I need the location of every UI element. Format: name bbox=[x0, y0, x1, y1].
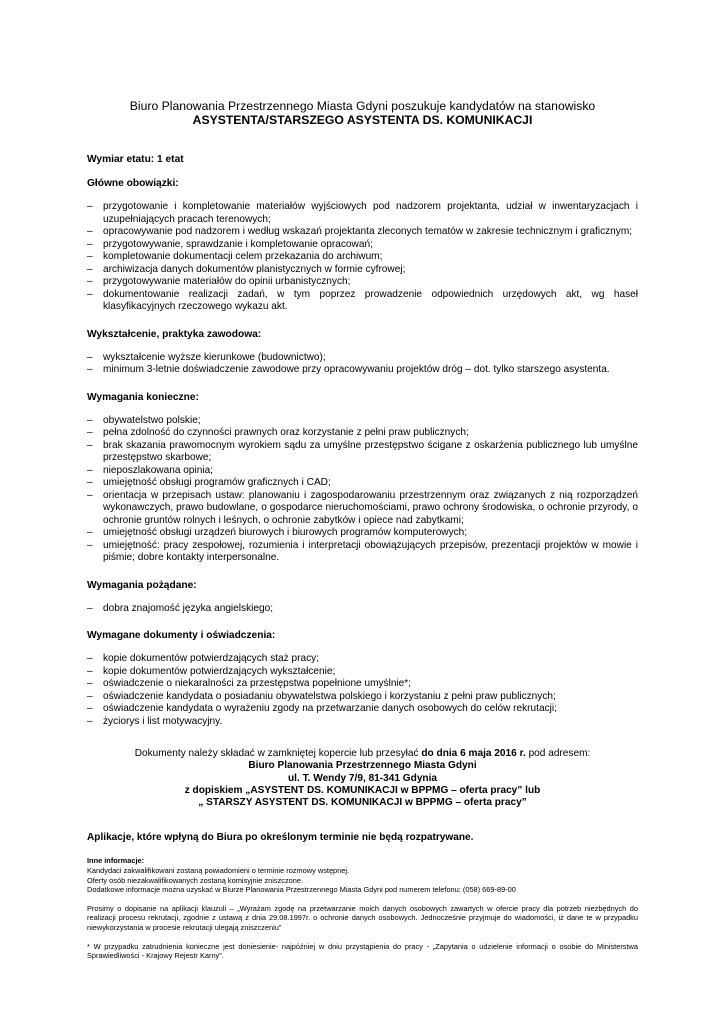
list-item-text: oświadczenie o niekaralności za przestępstwa popełnione umyślnie*; bbox=[103, 678, 412, 689]
list-item bbox=[87, 201, 638, 226]
dash-bullet: – bbox=[87, 678, 93, 689]
other-info bbox=[87, 856, 638, 960]
list-item bbox=[87, 477, 638, 490]
list-item bbox=[87, 716, 638, 729]
list-item bbox=[87, 239, 638, 252]
list-item-text: przygotowywanie materiałów do opinii urbanistycznych; bbox=[103, 276, 351, 287]
dash-bullet: – bbox=[87, 238, 93, 250]
dash-bullet: – bbox=[87, 665, 93, 677]
list-item-text: pełna zdolność do czynności prawnych oraz korzystanie z pełni praw publicznych; bbox=[103, 427, 469, 438]
list-item-text: umiejętność: pracy zespołowej, rozumienia i interpretacji obowiązujących przepisów, prezentacji projektów w mowie i piśmie; dobre kontakty interpersonalne. bbox=[103, 539, 638, 563]
list-item bbox=[87, 666, 638, 679]
final-notice: Aplikacje, które wpłyną do Biura po określonym terminie nie będą rozpatrywane. bbox=[87, 832, 474, 844]
submission-org: Biuro Planowania Przestrzennego Miasta Gdyni bbox=[248, 760, 477, 772]
list-item-text: obywatelstwo polskie; bbox=[103, 414, 201, 426]
submission-note1: z dopiskiem „ASYSTENT DS. KOMUNIKACJI w BPPMG – oferta pracy” lub bbox=[184, 784, 541, 796]
submission-intro-text: Dokumenty należy składać w zamkniętej kopercie lub przesyłać bbox=[134, 748, 419, 759]
list-item-text: oświadczenie kandydata o wyrażeniu zgody na przetwarzanie danych osobowych do celów rekrutacji; bbox=[103, 703, 557, 714]
list-item-text: kompletowanie dokumentacji celem przekazania do archiwum; bbox=[103, 251, 383, 262]
section-title: Wymagane dokumenty i oświadczenia: bbox=[87, 630, 276, 641]
other-info-title: Inne informacje: bbox=[87, 856, 145, 866]
list-item bbox=[87, 490, 638, 528]
dash-bullet: – bbox=[87, 439, 93, 451]
list-item-text: oświadczenie kandydata o posiadaniu obywatelstwa polskiego i korzystaniu z pełni praw publicznych; bbox=[103, 690, 556, 702]
list-item-text: umiejętność obsługi programów graficznych i CAD; bbox=[103, 477, 331, 488]
list-item bbox=[87, 251, 638, 264]
other-info-line: Oferty osób niezakwalifikowanych zostaną komisyjnie zniszczone. bbox=[87, 875, 304, 885]
section-title: Wymagania pożądane: bbox=[87, 579, 197, 591]
list-item-text: orientacja w przepisach ustaw: planowaniu i zagospodarowaniu przestrzennym oraz związanych z nią rozporządzeń wykonawczych, prawo budowlane, o gospodarce nieruchomościami, prawo ochrony środowiska, o ochronie przyrody, o ochronie gruntów rolnych i leśnych, o ochronie zabytków i opiece nad zabytkami; bbox=[103, 489, 638, 526]
dash-bullet: – bbox=[87, 489, 93, 501]
list-item-text: minimum 3-letnie doświadczenie zawodowe przy opracowywaniu projektów dróg – dot. tylko starszego asystenta. bbox=[103, 364, 610, 375]
list-item-text: przygotowanie i kompletowanie materiałów wyjściowych pod nadzorem projektanta, udział w inwentaryzacjach i uzupełniających pracach terenowych; bbox=[103, 201, 638, 225]
section-title: Główne obowiązki: bbox=[87, 178, 179, 189]
list-item bbox=[87, 415, 638, 428]
dash-bullet: – bbox=[87, 351, 93, 363]
list-item-text: przygotowywanie, sprawdzanie i kompletowanie opracowań; bbox=[103, 238, 373, 250]
list-item-text: kopie dokumentów potwierdzających wykształcenie; bbox=[103, 665, 336, 677]
dash-bullet: – bbox=[87, 527, 93, 538]
dash-bullet: – bbox=[87, 477, 93, 488]
dash-bullet: – bbox=[87, 703, 93, 714]
dash-bullet: – bbox=[87, 276, 93, 287]
list-item bbox=[87, 440, 638, 465]
wymiar-etatu: Wymiar etatu: 1 etat bbox=[87, 154, 184, 165]
section-title: Wykształcenie, praktyka zawodowa: bbox=[87, 328, 262, 340]
list-item bbox=[87, 540, 638, 565]
list-item bbox=[87, 527, 638, 540]
dash-bullet: – bbox=[87, 602, 93, 614]
dash-bullet: – bbox=[87, 715, 93, 727]
dash-bullet: – bbox=[87, 690, 93, 702]
list-item-text: opracowywanie pod nadzorem i według wskazań projektanta zleconych tematów w zakresie technicznym i graficznym; bbox=[103, 226, 633, 237]
consent-clause: Prosimy o dopisanie na aplikacji klauzuli – „Wyrażam zgodę na przetwarzanie moich danych osobowych zawartych w ofercie pracy dla potrzeb niezbędnych do realizacji procesu rekrutacji, zgodnie z ustawą z dnia 29.08.1997r. o ochronie danych osobowych. Jednocześnie przyjmuje do wiadomości, iż dane te w przypadku niewykorzystania w procesie rekrutacji ulegają zniszczeniu” bbox=[87, 903, 638, 933]
list-item bbox=[87, 264, 638, 277]
list-item bbox=[87, 226, 638, 239]
dash-bullet: – bbox=[87, 414, 93, 426]
submission-deadline: do dnia 6 maja 2016 r. bbox=[421, 748, 526, 759]
list-item bbox=[87, 364, 638, 377]
section-list bbox=[87, 653, 638, 728]
list-item-text: dokumentowanie realizacji zadań, w tym poprzez prowadzenie odpowiednich urzędowych akt, wg haseł klasyfikacyjnych rzeczowego wykazu akt. bbox=[103, 288, 638, 312]
list-item-text: archiwizacja danych dokumentów planistycznych w formie cyfrowej; bbox=[103, 263, 406, 275]
list-item-text: umiejętność obsługi urządzeń biurowych i biurowych programów komputerowych; bbox=[103, 527, 468, 538]
list-item-text: wykształcenie wyższe kierunkowe (budownictwo); bbox=[103, 351, 326, 363]
list-item bbox=[87, 691, 638, 704]
submission-note2: „ STARSZY ASYSTENT DS. KOMUNIKACJI w BPPMG – oferta pracy” bbox=[198, 797, 527, 809]
list-item bbox=[87, 703, 638, 716]
submission-intro-end: pod adresem: bbox=[528, 748, 591, 759]
list-item-text: życiorys i list motywacyjny. bbox=[103, 715, 223, 727]
dash-bullet: – bbox=[87, 464, 93, 476]
dash-bullet: – bbox=[87, 539, 93, 551]
section-list bbox=[87, 352, 638, 377]
section-list bbox=[87, 603, 638, 616]
list-item bbox=[87, 465, 638, 478]
dash-bullet: – bbox=[87, 201, 93, 212]
list-item-text: nieposzlakowana opinia; bbox=[103, 464, 213, 476]
list-item bbox=[87, 427, 638, 440]
submission-address: ul. T. Wendy 7/9, 81-341 Gdynia bbox=[287, 772, 438, 784]
sections-container bbox=[87, 177, 638, 728]
position-title: ASYSTENTA/STARSZEGO ASYSTENTA DS. KOMUNIKACJI bbox=[192, 113, 533, 127]
list-item-text: dobra znajomość języka angielskiego; bbox=[103, 602, 274, 614]
dash-bullet: – bbox=[87, 251, 93, 262]
dash-bullet: – bbox=[87, 263, 93, 275]
header-line1: Biuro Planowania Przestrzennego Miasta Gdyni poszukuje kandydatów na stanowisko bbox=[129, 99, 596, 113]
other-info-line: Kandydaci zakwalifikowani zostaną powiadomieni o terminie rozmowy wstępnej. bbox=[87, 866, 350, 876]
list-item bbox=[87, 603, 638, 616]
dash-bullet: – bbox=[87, 364, 93, 375]
submission-block bbox=[87, 748, 638, 809]
list-item bbox=[87, 352, 638, 365]
dash-bullet: – bbox=[87, 427, 93, 438]
dash-bullet: – bbox=[87, 653, 93, 664]
section-list bbox=[87, 201, 638, 314]
dash-bullet: – bbox=[87, 226, 93, 237]
list-item bbox=[87, 289, 638, 314]
submission-intro bbox=[87, 748, 638, 760]
section-list bbox=[87, 415, 638, 565]
section-title: Wymagania konieczne: bbox=[87, 391, 199, 403]
list-item bbox=[87, 678, 638, 691]
list-item-text: kopie dokumentów potwierdzających staż pracy; bbox=[103, 653, 320, 664]
list-item bbox=[87, 653, 638, 666]
list-item bbox=[87, 276, 638, 289]
list-item-text: brak skazania prawomocnym wyrokiem sądu za umyślne przestępstwo ścigane z oskarżenia publicznego lub umyślne przestępstwo skarbowe; bbox=[103, 439, 638, 463]
other-info-line: Dodatkowe informacje można uzyskać w Biurze Planowania Przestrzennego Miasta Gdyni pod numerem telefonu: (058) 669-89-00 bbox=[87, 885, 516, 895]
dash-bullet: – bbox=[87, 288, 93, 300]
document-header bbox=[87, 99, 638, 127]
footnote: * W przypadku zatrudnienia konieczne jest doniesienie- najpóźniej w dniu przystąpienia do pracy - „Zapytania o udzielenie informacji o osobie do Ministerstwa Sprawiedliwości - Krajowy Rejestr Karny”. bbox=[87, 941, 638, 961]
